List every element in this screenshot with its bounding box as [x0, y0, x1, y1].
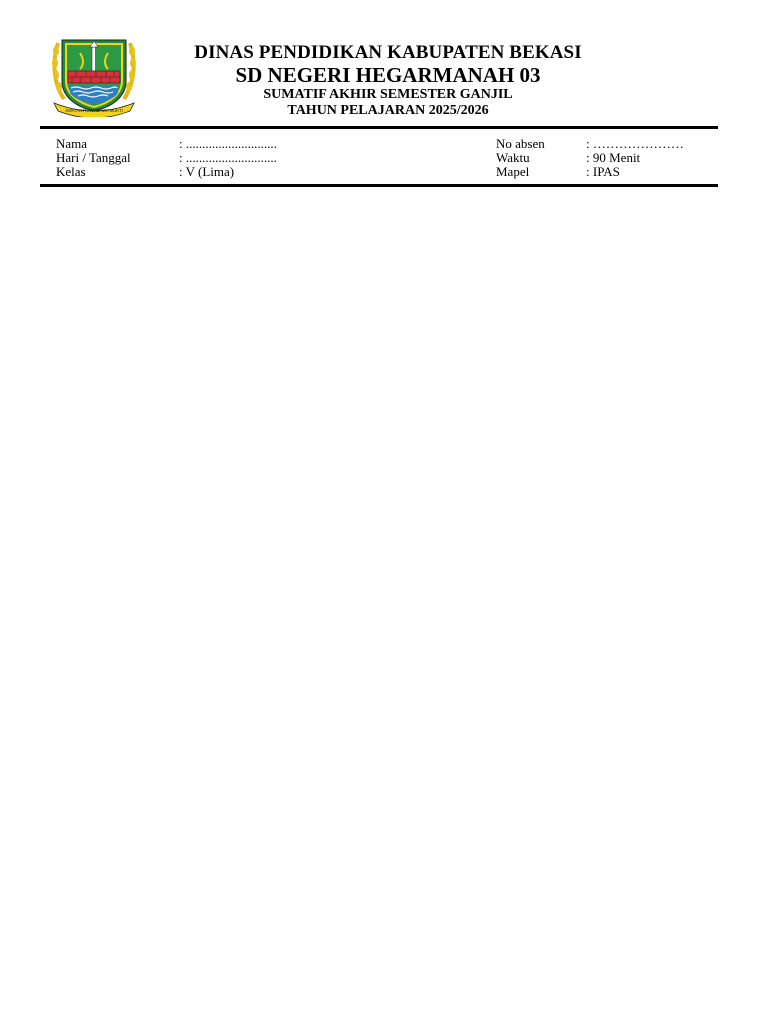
- exam-title: SUMATIF AKHIR SEMESTER GANJIL: [263, 87, 513, 102]
- kelas-value: : V (Lima): [179, 164, 235, 179]
- mapel-label: Mapel: [496, 164, 530, 179]
- info-row-kelas: [56, 165, 716, 179]
- hari-tanggal-field[interactable]: : ............................: [179, 150, 277, 165]
- no-absen-label: No absen: [496, 136, 545, 151]
- mapel-value: : IPAS: [586, 164, 620, 179]
- header-divider-bottom: [40, 184, 718, 187]
- student-info-block: [56, 137, 716, 179]
- school-name: SD NEGERI HEGARMANAH 03: [235, 63, 541, 87]
- academic-year: TAHUN PELAJARAN 2025/2026: [287, 103, 489, 118]
- waktu-label: Waktu: [496, 150, 530, 165]
- nama-label: Nama: [56, 136, 88, 151]
- letterhead: [148, 42, 628, 119]
- hari-tanggal-label: Hari / Tanggal: [56, 150, 131, 165]
- waktu-value: : 90 Menit: [586, 150, 641, 165]
- kelas-label: Kelas: [56, 164, 86, 179]
- info-row-tanggal: [56, 151, 716, 165]
- no-absen-field[interactable]: : …………………: [586, 136, 684, 151]
- agency-name: DINAS PENDIDIKAN KABUPATEN BEKASI: [194, 42, 582, 63]
- info-row-nama: [56, 137, 716, 151]
- header-divider-top: [40, 126, 718, 129]
- nama-field[interactable]: : ............................: [179, 136, 277, 151]
- logo-ribbon-text: SWATANTRA WIBAWA MUKTI: [65, 108, 123, 113]
- kabupaten-bekasi-emblem-icon: [50, 37, 138, 117]
